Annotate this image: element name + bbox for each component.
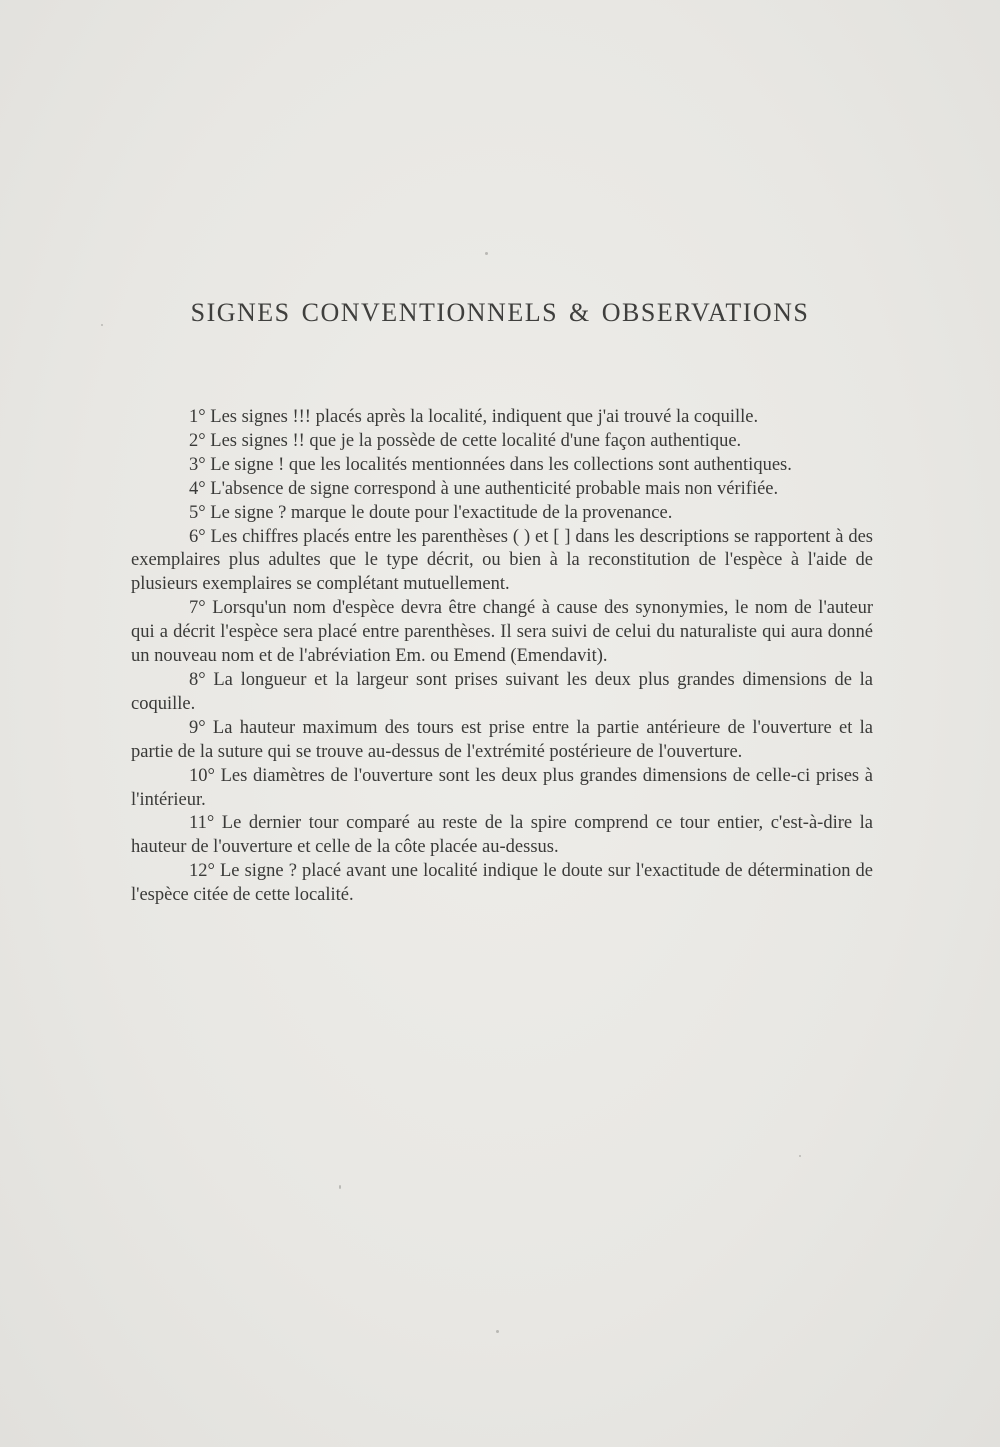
- observations-list: [131, 406, 873, 908]
- observation-7: 7° Lorsqu'un nom d'espèce devra être changé à cause des synonymies, le nom de l'auteur qui a décrit l'espèce sera placé entre parenthèses. Il sera suivi de celui du naturaliste qui aura donné un nouveau nom et de l'abréviation Em. ou Emend (Emendavit).: [131, 598, 873, 667]
- observation-8: 8° La longueur et la largeur sont prises suivant les deux plus grandes dimensions de la coquille.: [131, 669, 873, 714]
- page-title: SIGNES CONVENTIONNELS & OBSERVATIONS: [190, 298, 810, 327]
- observation-6: 6° Les chiffres placés entre les parenthèses ( ) et [ ] dans les descriptions se rapportent à des exemplaires plus adultes que le type décrit, ou bien à la reconstitution de l'espèce à l'aide de plusieurs exemplaires se complétant mutuellement.: [131, 526, 873, 595]
- observation-9: 9° La hauteur maximum des tours est prise entre la partie antérieure de l'ouverture et la partie de la suture qui se trouve au-dessus de l'extrémité postérieure de l'ouverture.: [131, 717, 873, 762]
- observation-10: 10° Les diamètres de l'ouverture sont les deux plus grandes dimensions de celle-ci prises à l'intérieur.: [131, 765, 873, 810]
- observation-5: 5° Le signe ? marque le doute pour l'exactitude de la provenance.: [189, 502, 673, 523]
- observation-1: 1° Les signes !!! placés après la localité, indiquent que j'ai trouvé la coquille.: [189, 407, 759, 427]
- paper-speck: [496, 1330, 499, 1333]
- observation-3: 3° Le signe ! que les localités mentionnées dans les collections sont authentiques.: [189, 454, 792, 475]
- paper-speck: [339, 1185, 341, 1189]
- paper-speck: [101, 324, 103, 326]
- observation-4: 4° L'absence de signe correspond à une authenticité probable mais non vérifiée.: [189, 478, 779, 499]
- observation-2: 2° Les signes !! que je la possède de cette localité d'une façon authentique.: [189, 430, 742, 451]
- observation-12: 12° Le signe ? placé avant une localité indique le doute sur l'exactitude de détermination de l'espèce citée de cette localité.: [131, 861, 873, 906]
- observation-11: 11° Le dernier tour comparé au reste de la spire comprend ce tour entier, c'est-à-dire la hauteur de l'ouverture et celle de la côte placée au-dessus.: [131, 813, 873, 858]
- paper-speck: [799, 1155, 801, 1157]
- paper-speck: [485, 252, 488, 255]
